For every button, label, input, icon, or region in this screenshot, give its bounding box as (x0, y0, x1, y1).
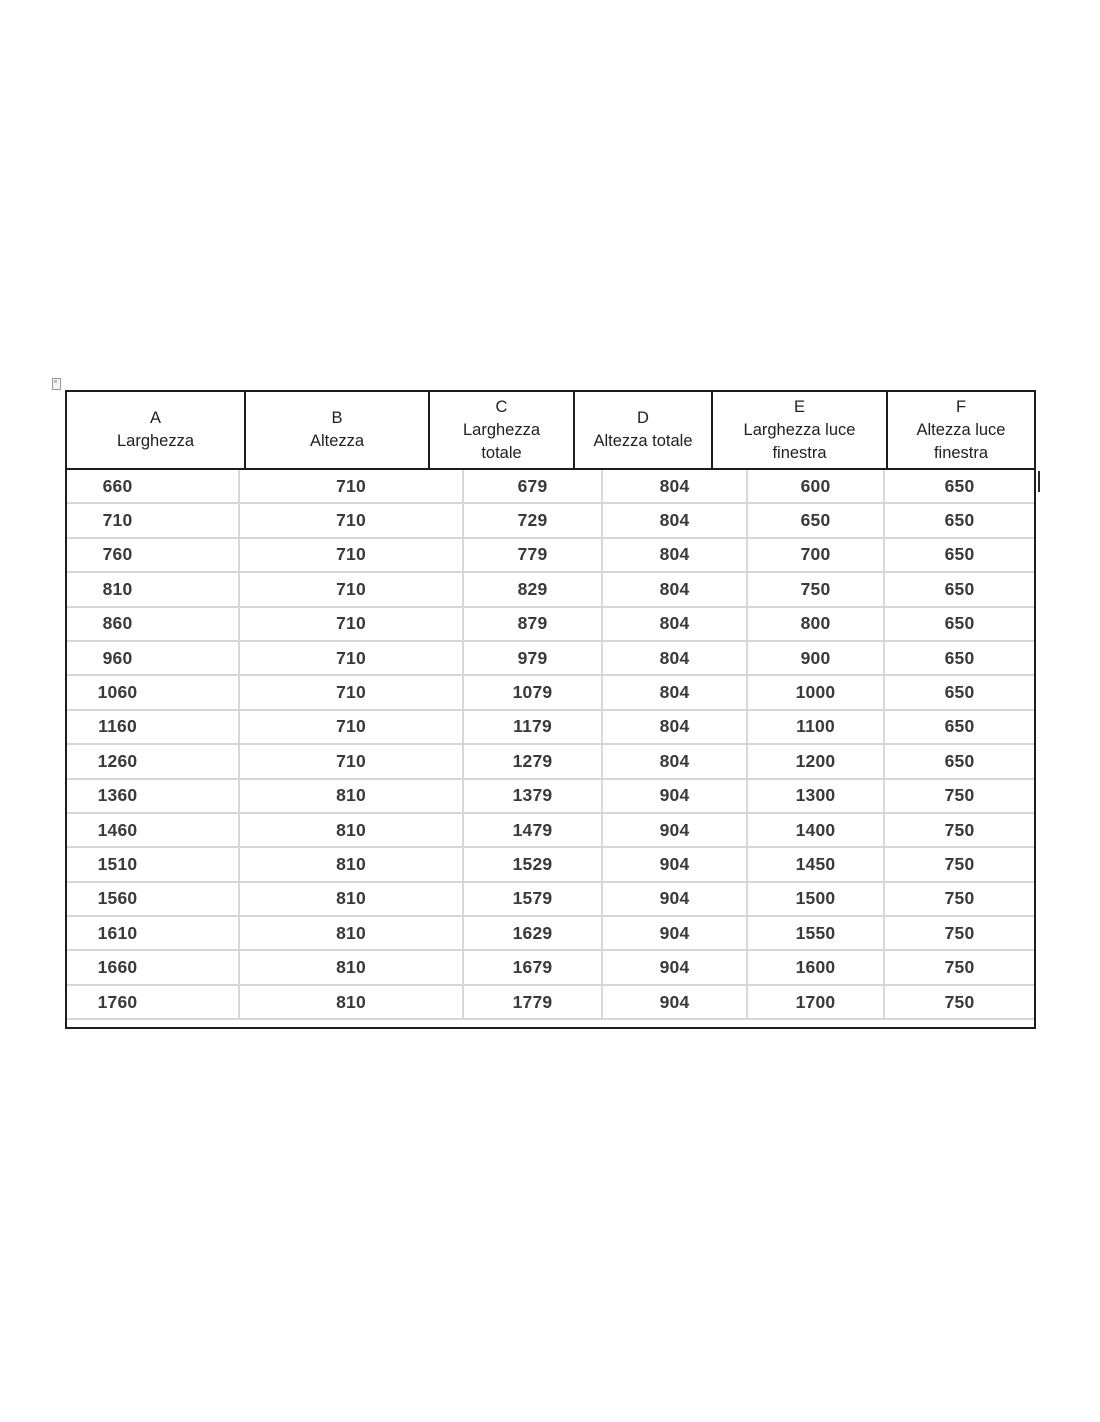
table-cell: 1000 (748, 676, 885, 708)
table-cell: 804 (603, 573, 748, 605)
table-row (67, 814, 1034, 848)
table-row (67, 917, 1034, 951)
header-letter: E (793, 397, 805, 416)
table-cell: 804 (603, 711, 748, 743)
table-cell: 1510 (67, 848, 240, 880)
table-cell: 1479 (464, 814, 603, 846)
header-label: totale (481, 443, 522, 462)
table-cell: 1100 (748, 711, 885, 743)
table-cell: 750 (748, 573, 885, 605)
table-cell: 860 (67, 608, 240, 640)
table-cell: 1600 (748, 951, 885, 983)
header-label: Altezza (309, 432, 365, 450)
table-cell: 679 (464, 470, 603, 502)
table-cell: 1360 (67, 780, 240, 812)
table-row (67, 539, 1034, 573)
table-cell: 904 (603, 814, 748, 846)
header-letter: B (331, 409, 343, 427)
table-cell: 1560 (67, 883, 240, 915)
table-cell: 1500 (748, 883, 885, 915)
table-cell: 810 (67, 573, 240, 605)
header-cell-c (430, 392, 575, 468)
table-cell: 710 (240, 504, 464, 536)
table-cell: 810 (240, 780, 464, 812)
table-cell: 750 (885, 951, 1034, 983)
table-cell: 1400 (748, 814, 885, 846)
header-letter: D (637, 409, 649, 427)
table-cell: 804 (603, 642, 748, 674)
table-cell: 660 (67, 470, 240, 502)
table-cell: 810 (240, 883, 464, 915)
table-cell: 1700 (748, 986, 885, 1018)
table-cell: 1279 (464, 745, 603, 777)
table-cell: 1460 (67, 814, 240, 846)
header-cell-f (888, 392, 1034, 468)
header-letter: C (495, 397, 508, 416)
table-cell: 710 (240, 539, 464, 571)
table-cell: 600 (748, 470, 885, 502)
table-cell: 879 (464, 608, 603, 640)
table-cell: 1260 (67, 745, 240, 777)
table-cell: 1379 (464, 780, 603, 812)
table-cell: 650 (885, 676, 1034, 708)
table-cell: 710 (240, 470, 464, 502)
table-row (67, 883, 1034, 917)
table-cell: 804 (603, 470, 748, 502)
table-cell: 710 (240, 676, 464, 708)
dimensions-table (65, 390, 1036, 1029)
table-cell: 904 (603, 883, 748, 915)
table-cell: 760 (67, 539, 240, 571)
table-cell: 650 (885, 504, 1034, 536)
header-label: finestra (772, 443, 827, 462)
table-cell: 1679 (464, 951, 603, 983)
table-cell: 904 (603, 951, 748, 983)
table-cell: 1579 (464, 883, 603, 915)
header-label: Altezza totale (593, 432, 693, 450)
table-cell: 960 (67, 642, 240, 674)
table-row (67, 745, 1034, 779)
table-cell: 804 (603, 504, 748, 536)
header-label: Larghezza (462, 420, 541, 439)
header-cell-e (713, 392, 888, 468)
table-cell: 1610 (67, 917, 240, 949)
table-cell: 710 (240, 573, 464, 605)
table-row (67, 573, 1034, 607)
table-cell: 900 (748, 642, 885, 674)
header-cell-d (575, 392, 713, 468)
table-cell: 1200 (748, 745, 885, 777)
table-cell: 700 (748, 539, 885, 571)
table-cell: 650 (885, 745, 1034, 777)
table-cell: 800 (748, 608, 885, 640)
table-cell: 904 (603, 848, 748, 880)
table-cell: 650 (748, 504, 885, 536)
table-cell: 750 (885, 883, 1034, 915)
table-cell: 750 (885, 814, 1034, 846)
table-cell: 650 (885, 642, 1034, 674)
table-cell: 750 (885, 780, 1034, 812)
table-row (67, 470, 1034, 504)
table-cell: 750 (885, 986, 1034, 1018)
table-cell: 779 (464, 539, 603, 571)
header-label: finestra (933, 443, 989, 462)
table-cell: 650 (885, 539, 1034, 571)
table-cell: 1079 (464, 676, 603, 708)
text-cursor-artifact (1038, 471, 1040, 492)
table-cell: 650 (885, 608, 1034, 640)
table-cell: 804 (603, 608, 748, 640)
table-cell: 650 (885, 470, 1034, 502)
table-cell: 710 (67, 504, 240, 536)
table-cell: 1629 (464, 917, 603, 949)
table-cell: 710 (240, 711, 464, 743)
table-row (67, 780, 1034, 814)
table-row (67, 986, 1034, 1020)
table-body (67, 470, 1034, 1027)
table-header-row (67, 392, 1034, 470)
table-cell: 979 (464, 642, 603, 674)
table-cell: 1060 (67, 676, 240, 708)
table-cell: 1529 (464, 848, 603, 880)
table-cell: 710 (240, 642, 464, 674)
table-cell: 810 (240, 986, 464, 1018)
table-cell: 750 (885, 917, 1034, 949)
header-label: Larghezza (116, 432, 195, 450)
table-row (67, 848, 1034, 882)
table-cell: 904 (603, 780, 748, 812)
table-cell: 804 (603, 539, 748, 571)
table-cell: 1179 (464, 711, 603, 743)
table-cell: 1450 (748, 848, 885, 880)
table-cell: 750 (885, 848, 1034, 880)
table-cell: 904 (603, 986, 748, 1018)
table-cell: 1160 (67, 711, 240, 743)
table-cell: 904 (603, 917, 748, 949)
table-cell: 1760 (67, 986, 240, 1018)
table-cell: 729 (464, 504, 603, 536)
header-label: Larghezza luce (743, 420, 856, 439)
table-cell: 710 (240, 608, 464, 640)
table-cell: 810 (240, 917, 464, 949)
broken-image-icon (52, 378, 61, 390)
table-cell: 810 (240, 951, 464, 983)
table-cell: 829 (464, 573, 603, 605)
table-row (67, 504, 1034, 538)
table-cell: 650 (885, 711, 1034, 743)
table-row (67, 711, 1034, 745)
header-label: Altezza luce (916, 420, 1006, 439)
table-cell: 1660 (67, 951, 240, 983)
table-cell: 1550 (748, 917, 885, 949)
table-cell: 810 (240, 848, 464, 880)
header-letter: A (149, 409, 161, 427)
table-cell: 804 (603, 745, 748, 777)
header-cell-b (246, 392, 430, 468)
table-row (67, 951, 1034, 985)
table-cell: 710 (240, 745, 464, 777)
table-row (67, 608, 1034, 642)
table-cell: 1300 (748, 780, 885, 812)
table-cell: 810 (240, 814, 464, 846)
table-row (67, 642, 1034, 676)
table-row (67, 676, 1034, 710)
table-cell: 650 (885, 573, 1034, 605)
table-cell: 804 (603, 676, 748, 708)
table-cell: 1779 (464, 986, 603, 1018)
header-cell-a (67, 392, 246, 468)
header-letter: F (955, 397, 967, 416)
